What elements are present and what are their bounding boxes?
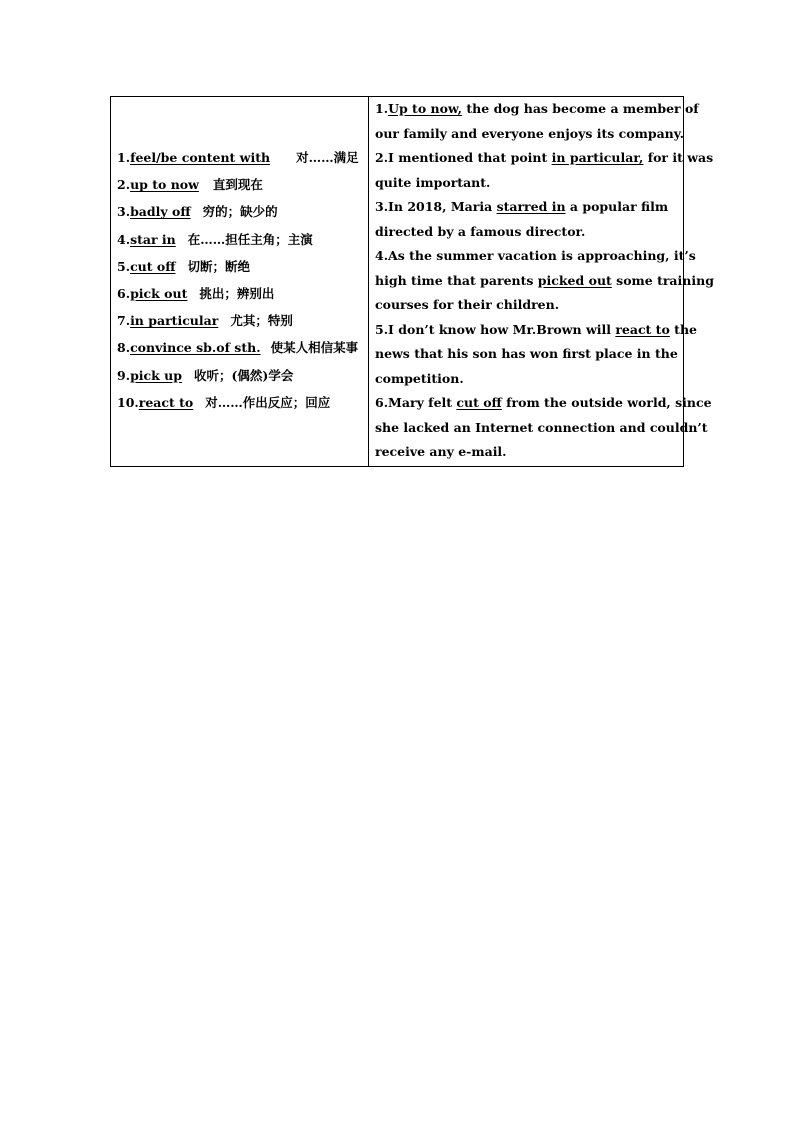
phrase-number: 5. [117,258,131,274]
answer-blank: picked out [537,272,612,288]
answer-blank: Up to now, [388,101,463,116]
list-item [117,171,367,198]
line-text: the [669,321,697,337]
phrase-list [117,144,367,416]
sentence-line [375,195,675,220]
phrase-meaning: 切断；断绝 [187,258,251,274]
line-text: 5.I don’t know how Mr.Brown will [375,321,616,337]
sentence-column [369,97,714,466]
phrase-term: pick up [130,367,183,383]
line-text: from the outside world, since [501,395,712,410]
phrase-meaning: 尤其；特别 [230,313,293,329]
example-sentences [375,97,714,465]
phrase-number: 1. [117,150,131,165]
phrase-term: up to now [130,177,199,193]
line-text: a popular film [565,199,669,214]
list-item [117,362,367,389]
sentence-line [375,97,699,122]
vocabulary-table [110,96,714,467]
line-text: high time that parents [375,272,538,288]
phrase-number: 6. [117,285,131,301]
phrase-number: 9. [117,367,131,383]
phrase-term: star in [130,231,176,247]
sentence-line: competition. [375,370,464,386]
sentence-line [375,146,714,171]
list-item [117,389,367,416]
list-item [117,307,367,334]
sentence-line: our family and everyone enjoys its company. [375,125,684,141]
phrase-number: 7. [117,313,131,329]
answer-blank: react to [615,321,670,337]
line-text: 3.In 2018, Maria [375,199,497,214]
phrase-meaning: 对……满足 [296,150,359,165]
list-item [117,144,367,171]
phrase-number: 2. [117,177,131,193]
sentence-line: receive any e-mail. [375,444,507,459]
phrase-meaning: 对……作出反应；回应 [205,394,331,410]
list-item [117,334,367,361]
phrase-term: cut off [130,258,176,274]
phrase-term: convince sb.of sth. [130,340,261,356]
line-text: 6.Mary felt [375,395,457,410]
phrase-meaning: 收听；(偶然)学会 [194,367,294,383]
phrase-number: 4. [117,231,131,247]
sentence-line [375,318,697,343]
phrase-column [111,97,369,466]
line-text: for it was [643,150,714,165]
line-text: some training [611,272,714,288]
phrase-number: 8. [117,340,131,356]
phrase-meaning: 挑出；辨别出 [199,285,275,301]
phrase-meaning: 使某人相信某事 [270,340,359,356]
sentence-line: quite important. [375,174,491,190]
sentence-line [375,269,714,294]
sentence-line: directed by a famous director. [375,223,586,239]
phrase-term: pick out [130,285,188,301]
phrase-meaning: 直到现在 [212,177,263,193]
phrase-term: react to [138,394,194,410]
line-text: 1. [375,101,389,116]
sentence-line: courses for their children. [375,297,560,312]
sentence-line [375,391,712,416]
list-item [117,253,367,280]
answer-blank: in particular, [551,150,644,165]
line-text: the dog has become a member of [462,101,699,116]
phrase-number: 3. [117,204,131,220]
answer-blank: cut off [456,395,502,410]
phrase-term: feel/be content with [130,150,271,165]
sentence-line: 4.As the summer vacation is approaching, it’s [375,248,696,263]
phrase-meaning: 在……担任主角；主演 [187,231,313,247]
list-item [117,226,367,253]
line-text: 2.I mentioned that point [375,150,552,165]
list-item [117,280,367,307]
phrase-term: in particular [130,313,219,329]
phrase-meaning: 穷的；缺少的 [202,204,278,220]
answer-blank: starred in [496,199,566,214]
list-item [117,198,367,225]
phrase-number: 10. [117,394,139,410]
sentence-line: news that his son has won first place in the [375,346,678,361]
sentence-line: she lacked an Internet connection and couldn’t [375,419,708,435]
phrase-term: badly off [130,204,191,220]
